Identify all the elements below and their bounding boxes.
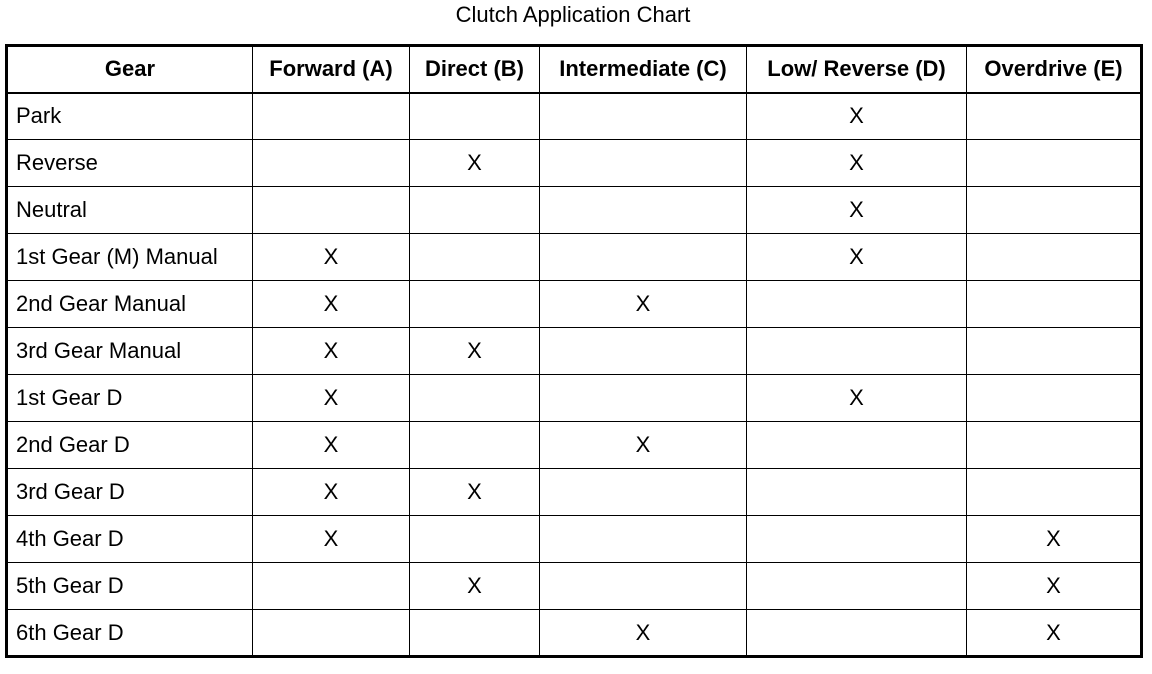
- gear-cell: 2nd Gear Manual: [7, 281, 253, 328]
- cell-intermediate: [540, 140, 747, 187]
- cell-overdrive: [967, 422, 1142, 469]
- cell-overdrive: [967, 469, 1142, 516]
- cell-direct: [410, 234, 540, 281]
- gear-cell: 6th Gear D: [7, 610, 253, 657]
- cell-intermediate: [540, 234, 747, 281]
- cell-direct: X: [410, 563, 540, 610]
- table-row: [7, 140, 1142, 187]
- cell-overdrive: X: [967, 610, 1142, 657]
- cell-direct: [410, 422, 540, 469]
- cell-overdrive: [967, 187, 1142, 234]
- cell-low-reverse: X: [747, 234, 967, 281]
- cell-forward: [253, 93, 410, 140]
- cell-low-reverse: [747, 469, 967, 516]
- gear-cell: Neutral: [7, 187, 253, 234]
- cell-overdrive: X: [967, 563, 1142, 610]
- cell-intermediate: X: [540, 610, 747, 657]
- cell-direct: [410, 375, 540, 422]
- cell-low-reverse: X: [747, 375, 967, 422]
- cell-intermediate: [540, 563, 747, 610]
- header-intermediate: Intermediate (C): [540, 46, 747, 93]
- cell-forward: X: [253, 375, 410, 422]
- cell-intermediate: X: [540, 422, 747, 469]
- cell-intermediate: X: [540, 281, 747, 328]
- header-direct: Direct (B): [410, 46, 540, 93]
- cell-overdrive: [967, 93, 1142, 140]
- table-row: [7, 375, 1142, 422]
- clutch-application-table: [5, 44, 1143, 658]
- cell-direct: X: [410, 328, 540, 375]
- cell-intermediate: [540, 187, 747, 234]
- gear-cell: 2nd Gear D: [7, 422, 253, 469]
- cell-direct: [410, 516, 540, 563]
- table-row: [7, 328, 1142, 375]
- cell-low-reverse: [747, 328, 967, 375]
- cell-forward: X: [253, 469, 410, 516]
- cell-direct: [410, 610, 540, 657]
- table-row: [7, 469, 1142, 516]
- gear-cell: 3rd Gear D: [7, 469, 253, 516]
- cell-direct: [410, 187, 540, 234]
- cell-overdrive: [967, 140, 1142, 187]
- gear-cell: 1st Gear (M) Manual: [7, 234, 253, 281]
- cell-intermediate: [540, 375, 747, 422]
- table-row: [7, 187, 1142, 234]
- chart-title: Clutch Application Chart: [455, 2, 691, 27]
- cell-low-reverse: [747, 281, 967, 328]
- table-row: [7, 234, 1142, 281]
- cell-direct: [410, 281, 540, 328]
- header-forward: Forward (A): [253, 46, 410, 93]
- header-overdrive: Overdrive (E): [967, 46, 1142, 93]
- table-row: [7, 422, 1142, 469]
- cell-low-reverse: X: [747, 140, 967, 187]
- table-row: [7, 563, 1142, 610]
- table-header: [7, 46, 1142, 93]
- cell-low-reverse: [747, 516, 967, 563]
- cell-forward: [253, 610, 410, 657]
- cell-overdrive: [967, 375, 1142, 422]
- cell-intermediate: [540, 93, 747, 140]
- cell-forward: X: [253, 422, 410, 469]
- cell-direct: X: [410, 469, 540, 516]
- gear-cell: Park: [7, 93, 253, 140]
- table-row: [7, 610, 1142, 657]
- cell-low-reverse: [747, 610, 967, 657]
- cell-direct: [410, 93, 540, 140]
- cell-intermediate: [540, 328, 747, 375]
- table-row: [7, 281, 1142, 328]
- cell-direct: X: [410, 140, 540, 187]
- gear-cell: Reverse: [7, 140, 253, 187]
- cell-forward: [253, 563, 410, 610]
- cell-low-reverse: [747, 422, 967, 469]
- cell-forward: X: [253, 281, 410, 328]
- table-body: [7, 93, 1142, 657]
- cell-low-reverse: X: [747, 187, 967, 234]
- cell-forward: X: [253, 328, 410, 375]
- table-row: [7, 93, 1142, 140]
- cell-intermediate: [540, 469, 747, 516]
- cell-overdrive: [967, 234, 1142, 281]
- cell-low-reverse: [747, 563, 967, 610]
- cell-intermediate: [540, 516, 747, 563]
- gear-cell: 1st Gear D: [7, 375, 253, 422]
- header-row: [7, 46, 1142, 93]
- cell-overdrive: X: [967, 516, 1142, 563]
- table-row: [7, 516, 1142, 563]
- cell-forward: X: [253, 234, 410, 281]
- cell-overdrive: [967, 328, 1142, 375]
- cell-forward: [253, 187, 410, 234]
- cell-low-reverse: X: [747, 93, 967, 140]
- cell-forward: [253, 140, 410, 187]
- cell-forward: X: [253, 516, 410, 563]
- gear-cell: 4th Gear D: [7, 516, 253, 563]
- cell-overdrive: [967, 281, 1142, 328]
- gear-cell: 3rd Gear Manual: [7, 328, 253, 375]
- header-low-reverse: Low/ Reverse (D): [747, 46, 967, 93]
- header-gear: Gear: [7, 46, 253, 93]
- gear-cell: 5th Gear D: [7, 563, 253, 610]
